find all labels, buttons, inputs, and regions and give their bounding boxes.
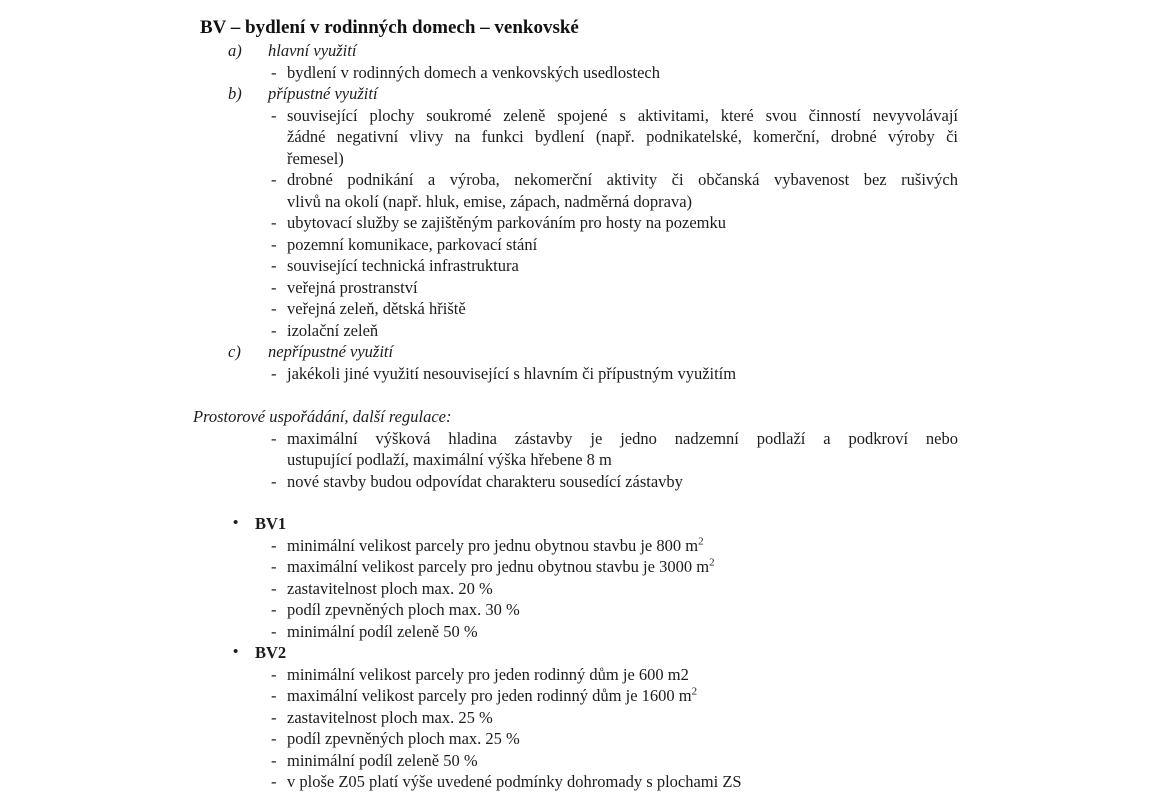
item-text: maximální velikost parcely pro jednu obytnou stavbu je 3000 $m^2$: [287, 556, 715, 576]
item-text: zastavitelnost ploch max. 25 %: [287, 707, 493, 727]
dash-bullet: -: [271, 729, 277, 748]
section-row: [228, 83, 958, 105]
item-text: související technická infrastruktura: [287, 256, 519, 275]
document-page: [193, 0, 958, 793]
dash-bullet: -: [271, 363, 277, 383]
list-item: [271, 169, 958, 212]
list-item: [271, 277, 958, 299]
item-text-line: řemesel): [287, 148, 344, 168]
list-item: [271, 556, 958, 578]
item-text: minimální podíl zeleně 50 %: [287, 750, 478, 770]
dash-bullet: -: [271, 105, 277, 125]
zone-name: BV1: [255, 514, 287, 533]
list-item: [271, 320, 958, 342]
dash-bullet: -: [271, 664, 277, 684]
item-text-line: ustupující podlaží, maximální výška hřebene 8 m: [287, 450, 612, 469]
list-item: [271, 471, 958, 493]
zone-header: [233, 642, 958, 664]
zone-name: BV2: [255, 643, 287, 662]
item-text-line: maximální výšková hladina zástavby je jedno nadzemní podlaží a podkroví nebo: [287, 428, 958, 448]
dash-bullet: -: [271, 686, 277, 705]
superscript: 2: [698, 535, 704, 547]
item-text: podíl zpevněných ploch max. 25 %: [287, 729, 520, 748]
dash-bullet: -: [271, 557, 277, 576]
superscript: 2: [691, 685, 698, 698]
dash-bullet: -: [271, 170, 277, 189]
item-text-line: žádné negativní vlivy na funkci bydlení (např. podnikatelské, komerční, drobné výroby či: [287, 127, 958, 146]
list-item: [271, 105, 958, 170]
use-sections: [200, 40, 958, 384]
item-text: ubytovací služby se zajištěným parkováním pro hosty na pozemku: [287, 213, 726, 232]
list-item: [271, 707, 958, 729]
item-text: nové stavby budou odpovídat charakteru sousedící zástavby: [287, 471, 683, 491]
item-text-line: související plochy soukromé zeleně spojené s aktivitami, které svou činností nevyvolávají: [287, 105, 958, 125]
item-text: podíl zpevněných ploch max. 30 %: [287, 600, 520, 619]
list-item: [271, 728, 958, 750]
item-text: minimální podíl zeleně 50 %: [287, 621, 478, 641]
spatial-heading: Prostorové uspořádání, další regulace:: [193, 407, 452, 426]
list-item: [271, 363, 958, 385]
dash-bullet: -: [271, 213, 277, 232]
dash-bullet: -: [271, 299, 277, 318]
item-text: veřejná prostranství: [287, 277, 418, 297]
section-label: přípustné využití: [268, 84, 378, 103]
dash-bullet: -: [271, 600, 277, 619]
list-item: [271, 62, 958, 84]
list-item: [271, 428, 958, 471]
section-label: hlavní využití: [268, 41, 357, 60]
dash-bullet: -: [271, 772, 277, 791]
zone-condition-blocks: [200, 513, 958, 793]
dash-bullet: -: [271, 234, 277, 254]
list-item: [271, 599, 958, 621]
item-text: veřejná zeleň, dětská hřiště: [287, 299, 466, 318]
dash-bullet: -: [271, 320, 277, 340]
dash-bullet: -: [271, 535, 277, 555]
section-letter: b): [228, 84, 242, 103]
section-row: [228, 341, 958, 363]
item-text: bydlení v rodinných domech a venkovských usedlostech: [287, 62, 660, 82]
item-text: maximální velikost parcely pro jeden rodinný dům je 1600 $m^2$: [287, 685, 698, 705]
item-text: [287, 428, 958, 471]
item-text: v ploše Z05 platí výše uvedené podmínky dohromady s plochami ZS: [287, 772, 742, 791]
dash-bullet: -: [271, 428, 277, 448]
dash-bullet: -: [271, 277, 277, 297]
item-text-line: drobné podnikání a výroba, nekomerční aktivity či občanská vybavenost bez rušivých: [287, 170, 958, 189]
page-title: BV – bydlení v rodinných domech – venkovské: [200, 17, 579, 38]
bullet-icon: •: [233, 515, 239, 531]
item-text: minimální velikost parcely pro jeden rodinný dům je 600 m2: [287, 664, 689, 684]
item-text: [287, 105, 958, 170]
section-row: [228, 40, 958, 62]
dash-bullet: -: [271, 256, 277, 275]
list-item: [271, 535, 958, 557]
dash-bullet: -: [271, 621, 277, 641]
item-text: [287, 169, 958, 212]
zone-header: [233, 513, 958, 535]
item-text-line: vlivů na okolí (např. hluk, emise, zápach, nadměrná doprava): [287, 191, 693, 211]
dash-bullet: -: [271, 750, 277, 770]
item-text: pozemní komunikace, parkovací stání: [287, 234, 538, 254]
list-item: [271, 685, 958, 707]
list-item: [271, 750, 958, 772]
list-item: [271, 621, 958, 643]
list-item: [271, 664, 958, 686]
spatial-regulation-items: [200, 428, 958, 493]
dash-bullet: -: [271, 471, 277, 491]
section-letter: c): [228, 342, 241, 361]
list-item: [271, 212, 958, 234]
bullet-icon: •: [233, 644, 239, 660]
dash-bullet: -: [271, 707, 277, 727]
list-item: [271, 255, 958, 277]
list-item: [271, 298, 958, 320]
section-label: nepřípustné využití: [268, 342, 394, 361]
dash-bullet: -: [271, 578, 277, 598]
item-text: zastavitelnost ploch max. 20 %: [287, 578, 493, 598]
list-item: [271, 578, 958, 600]
dash-bullet: -: [271, 62, 277, 82]
list-item: [271, 234, 958, 256]
list-item: [271, 771, 958, 793]
superscript: 2: [709, 556, 715, 569]
item-text: izolační zeleň: [287, 320, 379, 340]
item-text: minimální velikost parcely pro jednu obytnou stavbu je 800 $m^2$: [287, 535, 704, 555]
item-text: jakékoli jiné využití nesouvisející s hlavním či přípustným využitím: [287, 363, 737, 383]
section-letter: a): [228, 41, 242, 60]
